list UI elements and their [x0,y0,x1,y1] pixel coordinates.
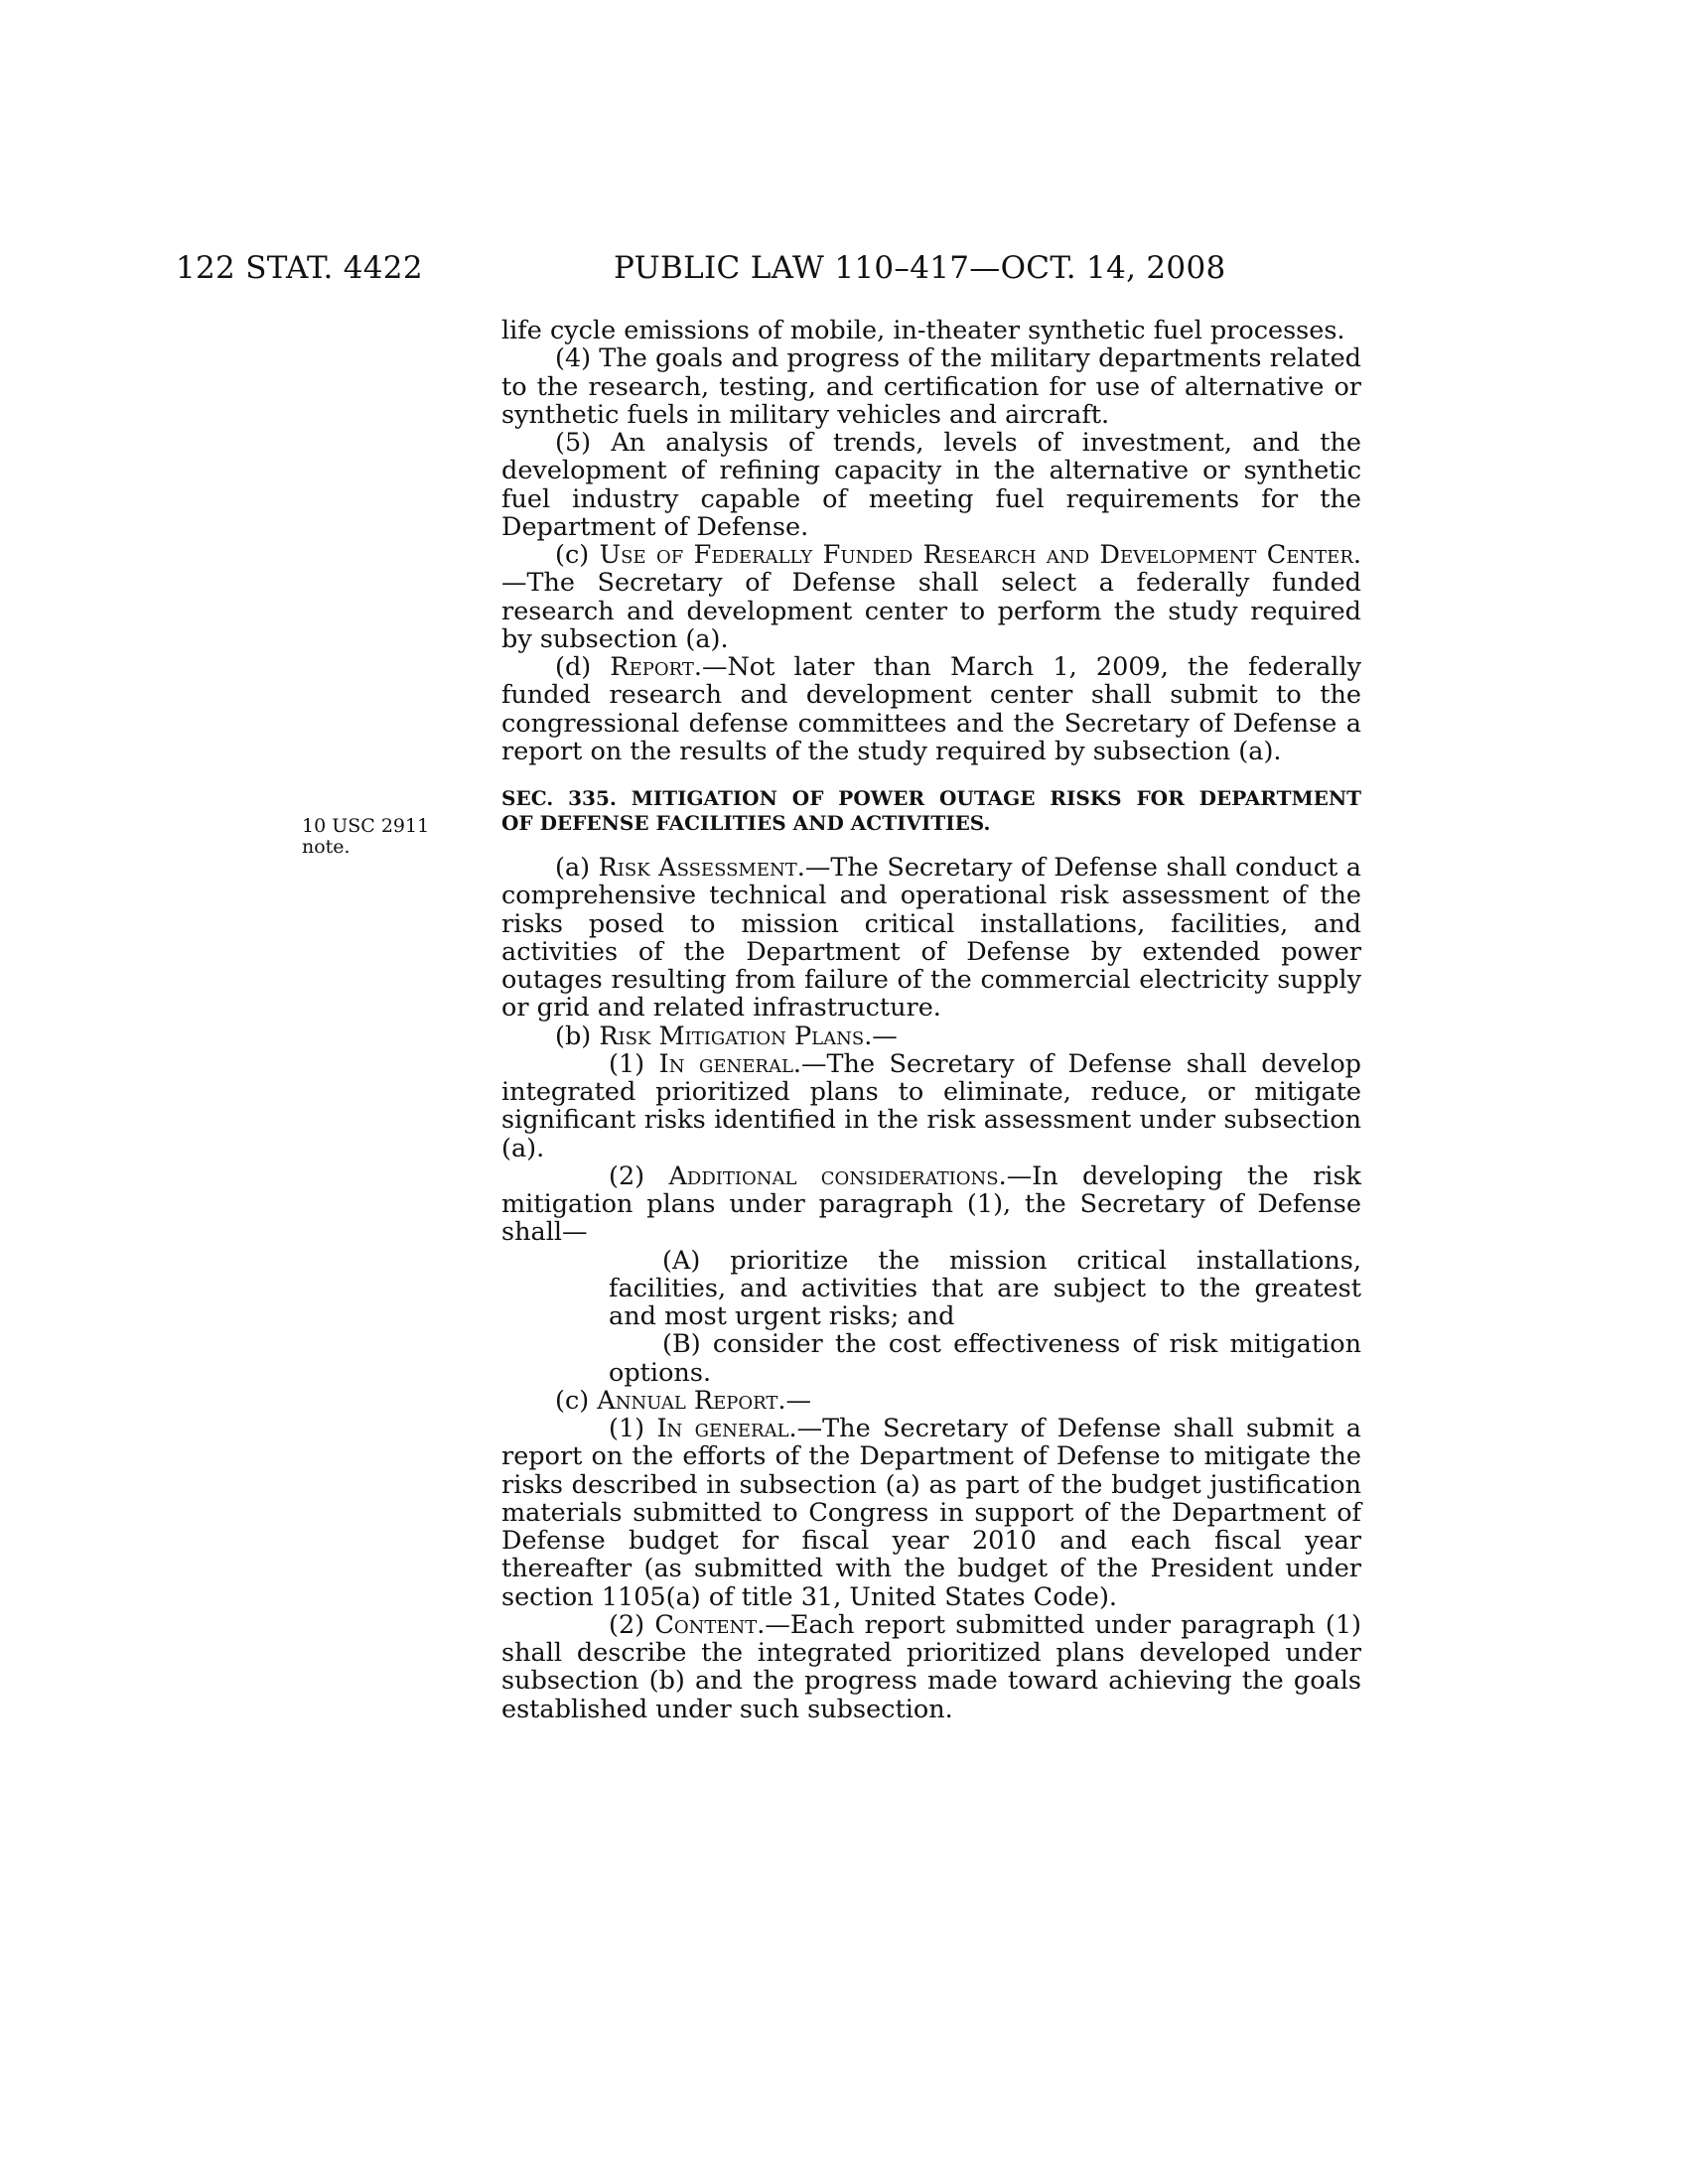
margin-note-label: note. [302,836,351,858]
page-header [176,250,1228,294]
paragraph-continued: life cycle emissions of mobile, in-theater synthetic fuel processes. [501,316,1345,345]
paragraph-5: (5) An analysis of trends, levels of investment, and the development of refining capacity in the alternative or synthetic fuel industry capable of meeting fuel requirements for the Department of Defense. [501,428,1361,542]
paragraph-heading: In general [658,1048,793,1079]
subsection-c-annual-report: (c) Annual Report.— [555,1385,811,1416]
subsection-heading: Risk Mitigation Plans [599,1021,865,1051]
public-law-title: PUBLIC LAW 110–417—OCT. 14, 2008 [614,250,1226,286]
margin-note [302,816,429,858]
subparagraph-A: (A) prioritize the mission critical installations, facilities, and activities that are subject to the greatest and most urgent risks; and [609,1245,1361,1331]
paragraph-c1: (1) In general.—The Secretary of Defense shall submit a report on the efforts of the Department of Defense to mitigate the risks described in subsection (a) as part of the budget justification materials submitted to Congress in support of the Department of Defense budget for fiscal year 2010 and each fiscal year thereafter (as submitted with the budget of the President under section 1105(a) of title 31, United States Code). [501,1414,1361,1612]
subsection-d-report: (d) Report.—Not later than March 1, 2009, the federally funded research and development center shall submit to the congressional defense committees and the Secretary of Defense a report on the results of the study required by subsection (a). [501,652,1362,766]
margin-note-citation: 10 USC 2911 [302,815,430,837]
paragraph-b2: (2) Additional considerations.—In developing the risk mitigation plans under paragraph (1), the Secretary of Defense shall— [501,1160,1361,1248]
subsection-heading: Annual Report [597,1385,778,1416]
paragraph-heading: Content [654,1609,758,1640]
subsection-heading: Risk Assessment [598,853,797,883]
subparagraph-B: (B) consider the cost effectiveness of risk mitigation options. [609,1329,1361,1388]
subsection-c-ffrdc: (c) Use of Federally Funded Research and Development Center.—The Secretary of Defense shall select a federally funded research and development center to perform the study required by subsection (a). [501,540,1361,654]
stat-citation: 122 STAT. 4422 [176,250,423,286]
paragraph-4: (4) The goals and progress of the military departments related to the research, testing, and certification for use of alternative or synthetic fuels in military vehicles and aircraft. [501,343,1361,430]
paragraph-c2: (2) Content.—Each report submitted under paragraph (1) shall describe the integrated prioritized plans developed under subsection (b) and the progress made toward achieving the goals established under such subsection. [501,1609,1361,1724]
paragraph-b1: (1) In general.—The Secretary of Defense shall develop integrated prioritized plans to eliminate, reduce, or mitigate significant risks identified in the risk assessment under subsection (a). [501,1048,1362,1163]
subsection-a-risk-assessment: (a) Risk Assessment.—The Secretary of Defense shall conduct a comprehensive technical and operational risk assessment of the risks posed to mission critical installations, facilities, and activities of the Department of Defense by extended power outages resulting from failure of the commercial electricity supply or grid and related infrastructure. [501,853,1361,1024]
paragraph-heading: In general [656,1414,789,1443]
section-heading: SEC. 335. MITIGATION OF POWER OUTAGE RISKS FOR DEPARTMENT OF DEFENSE FACILITIES AND ACTIVITIES. [501,786,1361,835]
subsection-heading: Report [610,652,694,682]
document-body [501,317,1361,1723]
paragraph-heading: Additional considerations [668,1160,999,1191]
subsection-heading: Use of Federally Funded Research and Development Center [599,540,1353,570]
subsection-b-risk-mitigation-plans: (b) Risk Mitigation Plans.— [555,1021,898,1051]
